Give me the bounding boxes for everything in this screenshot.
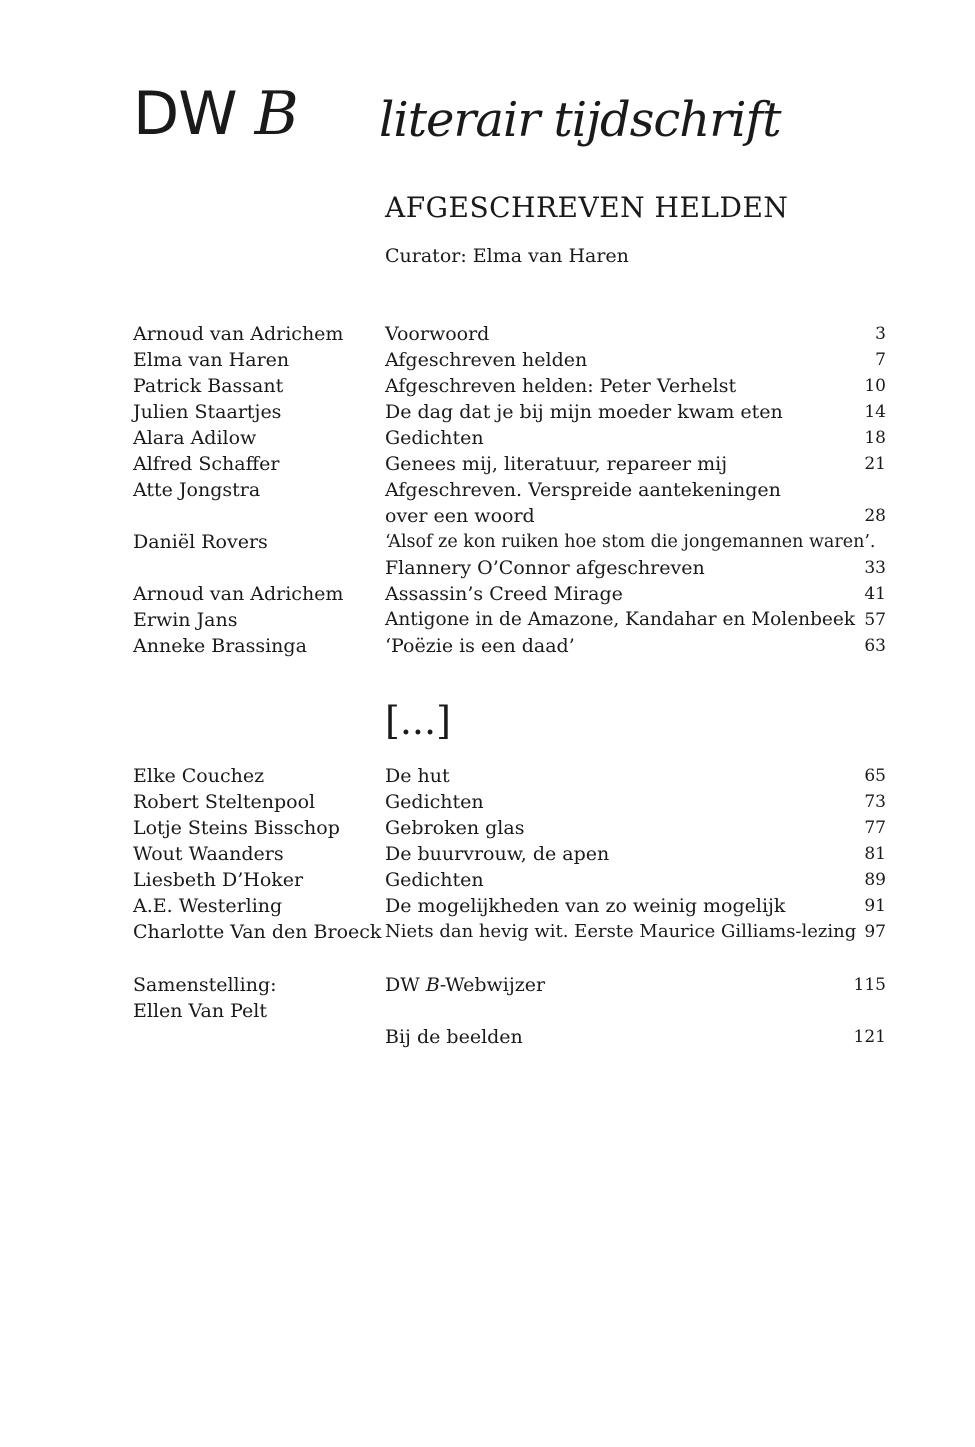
toc-page: 18	[864, 428, 886, 448]
toc-author: Anneke Brassinga	[133, 635, 307, 657]
toc-row	[133, 529, 886, 555]
toc-title	[385, 972, 545, 998]
toc-author: Lotje Steins Bisschop	[133, 817, 340, 839]
toc-author: Julien Staartjes	[133, 401, 282, 423]
toc-title: Assassin’s Creed Mirage	[385, 583, 623, 605]
toc-title: Gedichten	[385, 791, 484, 813]
toc-page: 97	[864, 922, 886, 942]
toc-author: Wout Waanders	[133, 843, 284, 865]
toc-row	[133, 893, 886, 919]
toc-title: Afgeschreven helden	[385, 349, 588, 371]
table-of-contents-part-1	[133, 321, 886, 659]
toc-author: Alara Adilow	[133, 427, 257, 449]
toc-title: Flannery O’Connor afgeschreven	[385, 557, 705, 579]
toc-row	[133, 867, 886, 893]
toc-author: Arnoud van Adrichem	[133, 583, 344, 605]
toc-title: Niets dan hevig wit. Eerste Maurice Gilliams-lezing	[385, 921, 857, 942]
toc-title-upright: DW	[385, 974, 426, 996]
toc-title: ‘Poëzie is een daad’	[385, 635, 575, 657]
toc-title: ‘Alsof ze kon ruiken hoe stom die jongemannen waren’.	[385, 532, 876, 552]
toc-row	[133, 555, 886, 581]
toc-row	[133, 321, 886, 347]
toc-page: 73	[864, 792, 886, 812]
toc-author: A.E. Westerling	[133, 895, 283, 917]
toc-title: Gebroken glas	[385, 817, 525, 839]
logo-italic: B	[254, 79, 298, 149]
toc-title: De mogelijkheden van zo weinig mogelijk	[385, 895, 786, 917]
toc-title: Bij de beelden	[385, 1026, 523, 1048]
toc-row	[133, 607, 886, 633]
toc-author: Atte Jongstra	[133, 479, 261, 501]
logo-upright: DW	[133, 79, 255, 149]
curator-line: Curator: Elma van Haren	[385, 245, 629, 267]
omission-separator: [...]	[385, 699, 451, 743]
toc-title-italic: B	[425, 974, 440, 996]
masthead	[133, 74, 893, 154]
toc-title: Afgeschreven helden: Peter Verhelst	[385, 375, 737, 397]
toc-author: Elke Couchez	[133, 765, 265, 787]
toc-page: 21	[864, 454, 886, 474]
toc-page: 81	[864, 844, 886, 864]
toc-row	[133, 373, 886, 399]
toc-page: 14	[864, 402, 886, 422]
toc-title: Gedichten	[385, 869, 484, 891]
toc-title: Voorwoord	[385, 323, 490, 345]
toc-title-rest: -Webwijzer	[439, 974, 546, 996]
toc-row	[133, 919, 886, 945]
theme-title: AFGESCHREVEN HELDEN	[385, 191, 789, 224]
toc-row	[133, 789, 886, 815]
toc-row	[133, 477, 886, 503]
toc-author: Patrick Bassant	[133, 375, 284, 397]
toc-row	[133, 581, 886, 607]
table-of-contents-part-2	[133, 763, 886, 945]
toc-page: 65	[864, 766, 886, 786]
toc-page: 91	[864, 896, 886, 916]
toc-author: Arnoud van Adrichem	[133, 323, 344, 345]
toc-row	[133, 425, 886, 451]
toc-page: 10	[864, 376, 886, 396]
toc-row	[133, 815, 886, 841]
toc-row	[133, 998, 886, 1024]
toc-title: Afgeschreven. Verspreide aantekeningen	[385, 479, 781, 501]
toc-author: Ellen Van Pelt	[133, 1000, 268, 1022]
toc-page: 7	[875, 350, 886, 370]
toc-title: De buurvrouw, de apen	[385, 843, 610, 865]
toc-author: Samenstelling:	[133, 974, 277, 996]
toc-title: Gedichten	[385, 427, 484, 449]
toc-page: 28	[864, 506, 886, 526]
toc-row	[133, 1024, 886, 1050]
toc-page: 41	[864, 584, 886, 604]
tagline: literair tijdschrift	[379, 92, 781, 148]
toc-page: 77	[864, 818, 886, 838]
toc-title: over een woord	[385, 505, 535, 527]
toc-title: De dag dat je bij mijn moeder kwam eten	[385, 401, 783, 423]
toc-author: Liesbeth D’Hoker	[133, 869, 304, 891]
toc-row	[133, 633, 886, 659]
toc-page: 57	[864, 610, 886, 630]
toc-title: De hut	[385, 765, 450, 787]
toc-author: Elma van Haren	[133, 349, 290, 371]
toc-row	[133, 841, 886, 867]
logo	[133, 74, 298, 154]
toc-title: Genees mij, literatuur, repareer mij	[385, 453, 728, 475]
toc-page: 3	[875, 324, 886, 344]
toc-row	[133, 503, 886, 529]
toc-page: 33	[864, 558, 886, 578]
toc-title: Antigone in de Amazone, Kandahar en Molenbeek	[385, 609, 856, 630]
toc-author: Daniël Rovers	[133, 531, 268, 553]
toc-author: Robert Steltenpool	[133, 791, 316, 813]
toc-page: 63	[864, 636, 886, 656]
toc-author: Alfred Schaffer	[133, 453, 280, 475]
toc-row	[133, 399, 886, 425]
toc-row	[133, 972, 886, 998]
toc-page: 89	[864, 870, 886, 890]
toc-row	[133, 347, 886, 373]
toc-page: 121	[853, 1027, 886, 1047]
toc-author: Charlotte Van den Broeck	[133, 921, 382, 943]
toc-row	[133, 451, 886, 477]
toc-page: 115	[853, 975, 886, 995]
toc-row	[133, 763, 886, 789]
toc-author: Erwin Jans	[133, 609, 238, 631]
table-of-contents-part-3	[133, 972, 886, 1050]
